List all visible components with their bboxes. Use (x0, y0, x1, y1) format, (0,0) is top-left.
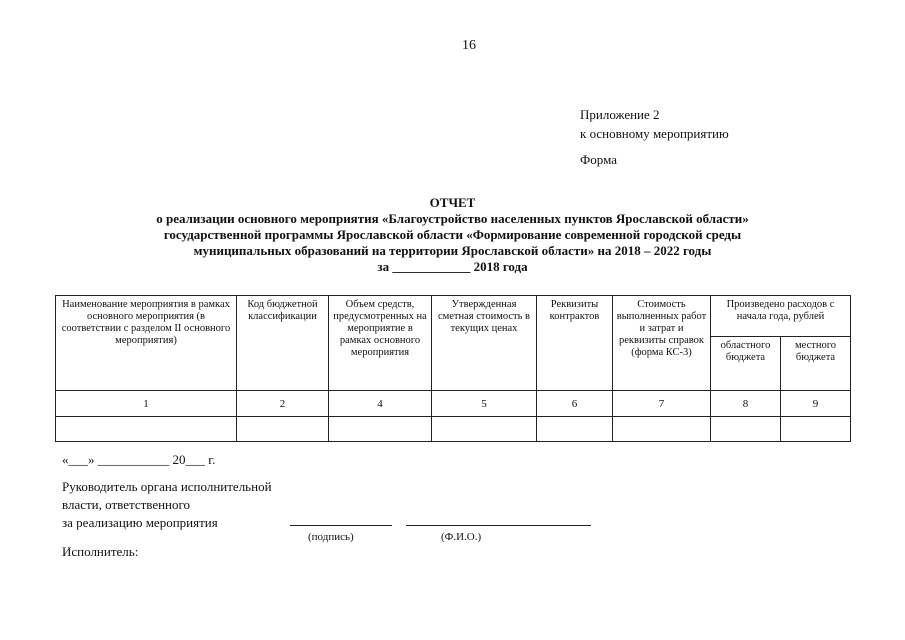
column-number: 7 (613, 391, 711, 417)
page-number: 16 (462, 38, 476, 53)
header-activity-name: Наименование мероприятия в рамках основного мероприятия (в соответствии с разделом II основного мероприятия) (56, 296, 237, 391)
title-line-1: ОТЧЕТ (429, 195, 476, 210)
title-line-4: муниципальных образований на территории Ярославской области» на 2018 – 2022 годы (193, 243, 712, 258)
appendix-reference (580, 105, 729, 143)
appendix-line-1: Приложение 2 (580, 107, 660, 122)
empty-cell (329, 417, 432, 442)
header-works-cost: Стоимость выполненных работ и затрат и реквизиты справок (форма КС-3) (613, 296, 711, 391)
column-number: 8 (711, 391, 781, 417)
header-contract-details: Реквизиты контрактов (537, 296, 613, 391)
signer-line-1: Руководитель органа исполнительной (62, 479, 272, 494)
header-estimate-cost: Утвержденная сметная стоимость в текущих ценах (432, 296, 537, 391)
title-line-2: о реализации основного мероприятия «Благоустройство населенных пунктов Ярославской области» (156, 211, 749, 226)
column-number: 6 (537, 391, 613, 417)
empty-data-row (56, 417, 851, 442)
signer-line-3: за реализацию мероприятия (62, 515, 218, 530)
empty-cell (432, 417, 537, 442)
column-number: 1 (56, 391, 237, 417)
signature-caption: (подпись) (308, 531, 354, 543)
header-local-budget: местного бюджета (781, 337, 851, 391)
column-number-row (56, 391, 851, 417)
title-line-3: государственной программы Ярославской области «Формирование современной городской среды (163, 227, 742, 242)
form-label: Форма (580, 152, 617, 167)
empty-cell (781, 417, 851, 442)
column-number: 2 (237, 391, 329, 417)
column-number: 4 (329, 391, 432, 417)
empty-cell (613, 417, 711, 442)
report-title (0, 195, 905, 275)
header-regional-budget: областного бюджета (711, 337, 781, 391)
signer-line-2: власти, ответственного (62, 497, 191, 512)
date-line: «___» ___________ 20___ г. (62, 452, 216, 467)
empty-cell (537, 417, 613, 442)
executor-label: Исполнитель: (62, 544, 139, 559)
report-table (55, 295, 851, 442)
fio-line (406, 525, 591, 526)
header-funds-volume: Объем средств, предусмотренных на мероприятие в рамках основного мероприятия (329, 296, 432, 391)
signer-block (62, 478, 272, 532)
header-expenses: Произведено расходов с начала года, рублей (711, 296, 851, 337)
empty-cell (237, 417, 329, 442)
signature-line (290, 525, 392, 526)
column-number: 5 (432, 391, 537, 417)
title-line-5: за ____________ 2018 года (377, 259, 528, 274)
empty-cell (56, 417, 237, 442)
column-number: 9 (781, 391, 851, 417)
header-budget-code: Код бюджетной классификации (237, 296, 329, 391)
empty-cell (711, 417, 781, 442)
fio-caption: (Ф.И.О.) (441, 531, 482, 543)
appendix-line-2: к основному мероприятию (580, 126, 729, 141)
